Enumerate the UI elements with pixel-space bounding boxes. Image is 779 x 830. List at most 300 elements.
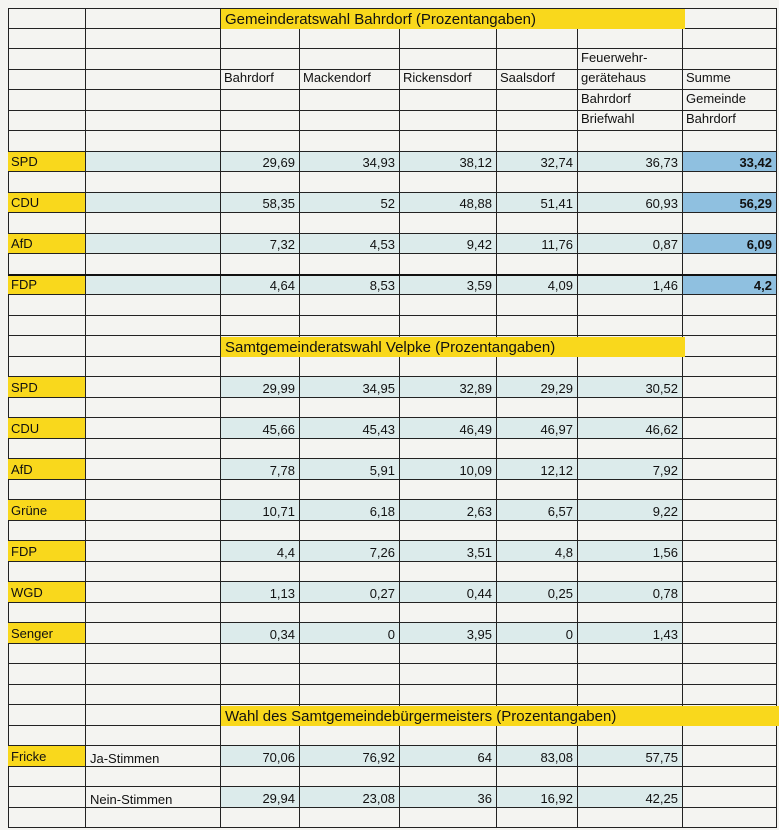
value-cell: 0,34 — [221, 623, 300, 644]
value-cell: 1,56 — [578, 541, 683, 562]
value-cell: 76,92 — [300, 746, 400, 767]
grid-cell — [300, 295, 400, 316]
grid-cell — [86, 336, 221, 357]
grid-cell — [300, 726, 400, 746]
grid-cell — [578, 29, 683, 49]
value-cell: 10,09 — [400, 459, 497, 480]
value-cell: 0 — [497, 623, 578, 644]
grid-cell — [221, 521, 300, 541]
grid-cell — [300, 603, 400, 623]
grid-cell — [8, 49, 86, 70]
grid-cell — [300, 213, 400, 234]
grid-cell — [497, 29, 578, 49]
value-cell: 70,06 — [221, 746, 300, 767]
grid-cell — [86, 172, 221, 193]
grid-cell — [86, 541, 221, 562]
grid-cell — [86, 295, 221, 316]
party-label: AfD — [8, 459, 86, 480]
grid-cell — [497, 172, 578, 193]
grid-cell — [8, 295, 86, 316]
column-header: Saalsdorf — [497, 70, 578, 90]
grid-cell — [86, 49, 221, 70]
value-cell: 4,4 — [221, 541, 300, 562]
grid-cell — [400, 357, 497, 377]
grid-cell — [578, 131, 683, 152]
grid-cell — [86, 480, 221, 500]
value-cell: 45,66 — [221, 418, 300, 439]
grid-cell — [497, 767, 578, 787]
value-cell — [86, 193, 221, 213]
grid-cell — [86, 726, 221, 746]
value-cell: 52 — [300, 193, 400, 213]
grid-cell — [221, 398, 300, 418]
column-header: Bahrdorf — [578, 90, 683, 111]
grid-cell — [86, 582, 221, 603]
grid-cell — [300, 562, 400, 582]
value-cell: 32,89 — [400, 377, 497, 398]
value-cell: 0,44 — [400, 582, 497, 603]
grid-cell — [221, 254, 300, 275]
party-label: Grüne — [8, 500, 86, 521]
value-cell: 4,8 — [497, 541, 578, 562]
grid-cell — [221, 90, 300, 111]
grid-cell — [683, 213, 777, 234]
grid-cell — [86, 90, 221, 111]
grid-cell — [683, 500, 777, 521]
grid-cell — [578, 357, 683, 377]
grid-cell — [578, 439, 683, 459]
grid-cell — [497, 213, 578, 234]
value-cell — [86, 234, 221, 254]
grid-cell — [400, 685, 497, 705]
grid-cell — [8, 726, 86, 746]
grid-cell — [683, 316, 777, 336]
grid-cell — [578, 808, 683, 828]
grid-cell — [683, 377, 777, 398]
grid-cell — [8, 357, 86, 377]
grid-cell — [683, 172, 777, 193]
party-label: SPD — [8, 152, 86, 172]
grid-cell — [221, 644, 300, 664]
column-header: Briefwahl — [578, 111, 683, 131]
grid-cell — [578, 521, 683, 541]
grid-cell — [221, 726, 300, 746]
grid-cell — [683, 131, 777, 152]
grid-cell — [578, 644, 683, 664]
grid-cell — [86, 562, 221, 582]
grid-cell — [578, 398, 683, 418]
value-cell: 1,43 — [578, 623, 683, 644]
grid-cell — [8, 213, 86, 234]
grid-cell — [8, 439, 86, 459]
value-cell: 48,88 — [400, 193, 497, 213]
grid-cell — [86, 644, 221, 664]
grid-cell — [400, 90, 497, 111]
column-header: Rickensdorf — [400, 70, 497, 90]
value-cell: 4,64 — [221, 275, 300, 295]
grid-cell — [683, 562, 777, 582]
grid-cell — [683, 336, 777, 357]
value-cell: 34,93 — [300, 152, 400, 172]
column-header: Mackendorf — [300, 70, 400, 90]
party-label: WGD — [8, 582, 86, 603]
value-cell: 7,26 — [300, 541, 400, 562]
grid-cell — [300, 439, 400, 459]
grid-cell — [683, 398, 777, 418]
grid-cell — [578, 295, 683, 316]
value-cell: 2,63 — [400, 500, 497, 521]
grid-cell — [300, 49, 400, 70]
grid-cell — [400, 398, 497, 418]
grid-cell — [683, 644, 777, 664]
grid-cell — [300, 90, 400, 111]
grid-cell — [86, 439, 221, 459]
value-cell: 10,71 — [221, 500, 300, 521]
grid-cell — [300, 131, 400, 152]
value-cell: 3,59 — [400, 275, 497, 295]
grid-cell — [400, 49, 497, 70]
section-title-gemeinderatswahl: Gemeinderatswahl Bahrdorf (Prozentangaben) — [221, 9, 685, 29]
grid-cell — [497, 562, 578, 582]
sum-cell: 4,2 — [683, 275, 777, 295]
grid-cell — [221, 29, 300, 49]
grid-cell — [221, 685, 300, 705]
value-cell: 0 — [300, 623, 400, 644]
grid-cell — [221, 131, 300, 152]
value-cell: 0,87 — [578, 234, 683, 254]
grid-cell — [578, 213, 683, 234]
grid-cell — [8, 70, 86, 90]
separator-line — [8, 274, 777, 276]
value-cell: 4,53 — [300, 234, 400, 254]
grid-cell — [221, 213, 300, 234]
value-cell: 7,78 — [221, 459, 300, 480]
vote-type-label: Ja-Stimmen — [86, 746, 221, 767]
grid-cell — [8, 254, 86, 275]
value-cell: 60,93 — [578, 193, 683, 213]
column-header: Gemeinde — [683, 90, 777, 111]
value-cell: 30,52 — [578, 377, 683, 398]
party-label: CDU — [8, 418, 86, 439]
value-cell: 45,43 — [300, 418, 400, 439]
grid-cell — [8, 705, 86, 726]
grid-cell — [578, 603, 683, 623]
grid-cell — [86, 705, 221, 726]
vote-type-label: Nein-Stimmen — [86, 787, 221, 808]
grid-cell — [683, 808, 777, 828]
column-header: Bahrdorf — [683, 111, 777, 131]
grid-cell — [497, 357, 578, 377]
grid-cell — [683, 603, 777, 623]
grid-cell — [300, 767, 400, 787]
grid-cell — [86, 254, 221, 275]
value-cell: 32,74 — [497, 152, 578, 172]
grid-cell — [8, 767, 86, 787]
grid-cell — [221, 357, 300, 377]
value-cell: 29,94 — [221, 787, 300, 808]
value-cell: 58,35 — [221, 193, 300, 213]
grid-cell — [8, 480, 86, 500]
grid-cell — [400, 111, 497, 131]
grid-cell — [86, 8, 221, 29]
value-cell: 29,29 — [497, 377, 578, 398]
grid-cell — [497, 685, 578, 705]
value-cell: 83,08 — [497, 746, 578, 767]
grid-cell — [300, 664, 400, 685]
column-header: Bahrdorf — [221, 70, 300, 90]
grid-cell — [400, 131, 497, 152]
party-label: Fricke — [8, 746, 86, 767]
grid-cell — [497, 603, 578, 623]
grid-cell — [86, 500, 221, 521]
value-cell: 3,95 — [400, 623, 497, 644]
grid-cell — [497, 644, 578, 664]
grid-cell — [86, 808, 221, 828]
value-cell: 0,25 — [497, 582, 578, 603]
grid-cell — [8, 90, 86, 111]
grid-cell — [86, 603, 221, 623]
value-cell: 46,49 — [400, 418, 497, 439]
grid-cell — [221, 480, 300, 500]
party-label: AfD — [8, 234, 86, 254]
grid-cell — [578, 562, 683, 582]
value-cell: 51,41 — [497, 193, 578, 213]
grid-cell — [221, 562, 300, 582]
grid-cell — [8, 398, 86, 418]
value-cell: 34,95 — [300, 377, 400, 398]
grid-cell — [578, 480, 683, 500]
grid-cell — [497, 439, 578, 459]
grid-cell — [8, 336, 86, 357]
value-cell: 64 — [400, 746, 497, 767]
grid-cell — [8, 29, 86, 49]
value-cell: 9,42 — [400, 234, 497, 254]
grid-cell — [497, 808, 578, 828]
grid-cell — [8, 562, 86, 582]
grid-cell — [683, 357, 777, 377]
grid-cell — [8, 664, 86, 685]
grid-cell — [683, 623, 777, 644]
grid-cell — [497, 295, 578, 316]
grid-cell — [400, 808, 497, 828]
grid-cell — [683, 521, 777, 541]
section-title-buergermeisterwahl: Wahl des Samtgemeindebürgermeisters (Prozentangaben) — [221, 706, 779, 726]
grid-cell — [86, 213, 221, 234]
grid-cell — [86, 316, 221, 336]
sum-cell: 6,09 — [683, 234, 777, 254]
grid-cell — [86, 521, 221, 541]
sum-cell: 33,42 — [683, 152, 777, 172]
column-header: gerätehaus — [578, 70, 683, 90]
grid-cell — [578, 254, 683, 275]
grid-cell — [400, 603, 497, 623]
grid-cell — [221, 767, 300, 787]
value-cell — [86, 275, 221, 295]
grid-cell — [683, 49, 777, 70]
grid-cell — [86, 664, 221, 685]
grid-cell — [400, 439, 497, 459]
value-cell: 0,78 — [578, 582, 683, 603]
grid-cell — [683, 541, 777, 562]
value-cell: 12,12 — [497, 459, 578, 480]
grid-cell — [86, 131, 221, 152]
grid-cell — [683, 418, 777, 439]
grid-cell — [86, 70, 221, 90]
party-label: Senger — [8, 623, 86, 644]
grid-cell — [400, 767, 497, 787]
grid-cell — [300, 29, 400, 49]
grid-cell — [8, 685, 86, 705]
grid-cell — [300, 172, 400, 193]
grid-cell — [8, 808, 86, 828]
grid-cell — [221, 111, 300, 131]
grid-cell — [497, 49, 578, 70]
grid-cell — [300, 398, 400, 418]
grid-cell — [400, 316, 497, 336]
grid-cell — [400, 521, 497, 541]
grid-cell — [86, 357, 221, 377]
value-cell: 46,62 — [578, 418, 683, 439]
party-label: CDU — [8, 193, 86, 213]
value-cell: 9,22 — [578, 500, 683, 521]
value-cell: 16,92 — [497, 787, 578, 808]
value-cell: 6,57 — [497, 500, 578, 521]
grid-cell — [8, 316, 86, 336]
value-cell: 23,08 — [300, 787, 400, 808]
value-cell: 46,97 — [497, 418, 578, 439]
value-cell: 57,75 — [578, 746, 683, 767]
grid-cell — [578, 664, 683, 685]
grid-cell — [8, 111, 86, 131]
value-cell: 7,92 — [578, 459, 683, 480]
column-header: Feuerwehr- — [578, 49, 683, 70]
grid-cell — [497, 664, 578, 685]
grid-cell — [683, 459, 777, 480]
grid-cell — [497, 131, 578, 152]
grid-cell — [221, 603, 300, 623]
grid-cell — [221, 808, 300, 828]
grid-cell — [683, 254, 777, 275]
grid-cell — [221, 664, 300, 685]
grid-cell — [400, 295, 497, 316]
section-title-samtgemeinderatswahl: Samtgemeinderatswahl Velpke (Prozentangaben) — [221, 337, 685, 357]
grid-cell — [683, 664, 777, 685]
grid-cell — [578, 685, 683, 705]
grid-cell — [86, 111, 221, 131]
value-cell: 29,99 — [221, 377, 300, 398]
party-label: FDP — [8, 275, 86, 295]
value-cell — [86, 152, 221, 172]
grid-cell — [300, 808, 400, 828]
grid-cell — [497, 398, 578, 418]
grid-cell — [497, 726, 578, 746]
grid-cell — [86, 767, 221, 787]
value-cell: 5,91 — [300, 459, 400, 480]
value-cell: 38,12 — [400, 152, 497, 172]
grid-cell — [221, 172, 300, 193]
grid-cell — [683, 582, 777, 603]
grid-cell — [497, 316, 578, 336]
grid-cell — [400, 213, 497, 234]
grid-cell — [86, 685, 221, 705]
grid-cell — [8, 603, 86, 623]
value-cell: 3,51 — [400, 541, 497, 562]
grid-cell — [86, 418, 221, 439]
grid-cell — [400, 254, 497, 275]
party-label: SPD — [8, 377, 86, 398]
grid-cell — [86, 459, 221, 480]
grid-cell — [400, 172, 497, 193]
grid-cell — [86, 29, 221, 49]
grid-cell — [683, 767, 777, 787]
grid-cell — [497, 111, 578, 131]
value-cell: 29,69 — [221, 152, 300, 172]
grid-cell — [300, 316, 400, 336]
grid-cell — [683, 726, 777, 746]
grid-cell — [683, 295, 777, 316]
grid-cell — [400, 664, 497, 685]
value-cell: 4,09 — [497, 275, 578, 295]
value-cell: 36 — [400, 787, 497, 808]
grid-cell — [683, 746, 777, 767]
value-cell: 1,46 — [578, 275, 683, 295]
value-cell: 0,27 — [300, 582, 400, 603]
sum-cell: 56,29 — [683, 193, 777, 213]
grid-cell — [300, 521, 400, 541]
value-cell: 8,53 — [300, 275, 400, 295]
grid-cell — [683, 29, 777, 49]
grid-cell — [578, 767, 683, 787]
grid-cell — [683, 480, 777, 500]
grid-cell — [86, 398, 221, 418]
grid-cell — [497, 254, 578, 275]
value-cell: 7,32 — [221, 234, 300, 254]
grid-cell — [8, 521, 86, 541]
grid-cell — [300, 357, 400, 377]
grid-cell — [400, 480, 497, 500]
grid-cell — [8, 8, 86, 29]
grid-cell — [683, 8, 777, 29]
grid-cell — [221, 49, 300, 70]
grid-cell — [400, 29, 497, 49]
column-header: Summe — [683, 70, 777, 90]
grid-cell — [8, 644, 86, 664]
grid-cell — [86, 377, 221, 398]
value-cell: 42,25 — [578, 787, 683, 808]
grid-cell — [497, 480, 578, 500]
grid-cell — [578, 726, 683, 746]
grid-cell — [683, 787, 777, 808]
value-cell: 6,18 — [300, 500, 400, 521]
grid-cell — [86, 623, 221, 644]
grid-cell — [221, 316, 300, 336]
grid-cell — [300, 685, 400, 705]
grid-cell — [400, 562, 497, 582]
grid-cell — [8, 131, 86, 152]
grid-cell — [8, 787, 86, 808]
grid-cell — [300, 644, 400, 664]
grid-cell — [221, 295, 300, 316]
grid-cell — [400, 644, 497, 664]
party-label: FDP — [8, 541, 86, 562]
grid-cell — [497, 90, 578, 111]
value-cell: 36,73 — [578, 152, 683, 172]
grid-cell — [300, 111, 400, 131]
grid-cell — [578, 172, 683, 193]
grid-cell — [400, 726, 497, 746]
grid-cell — [221, 439, 300, 459]
value-cell: 11,76 — [497, 234, 578, 254]
